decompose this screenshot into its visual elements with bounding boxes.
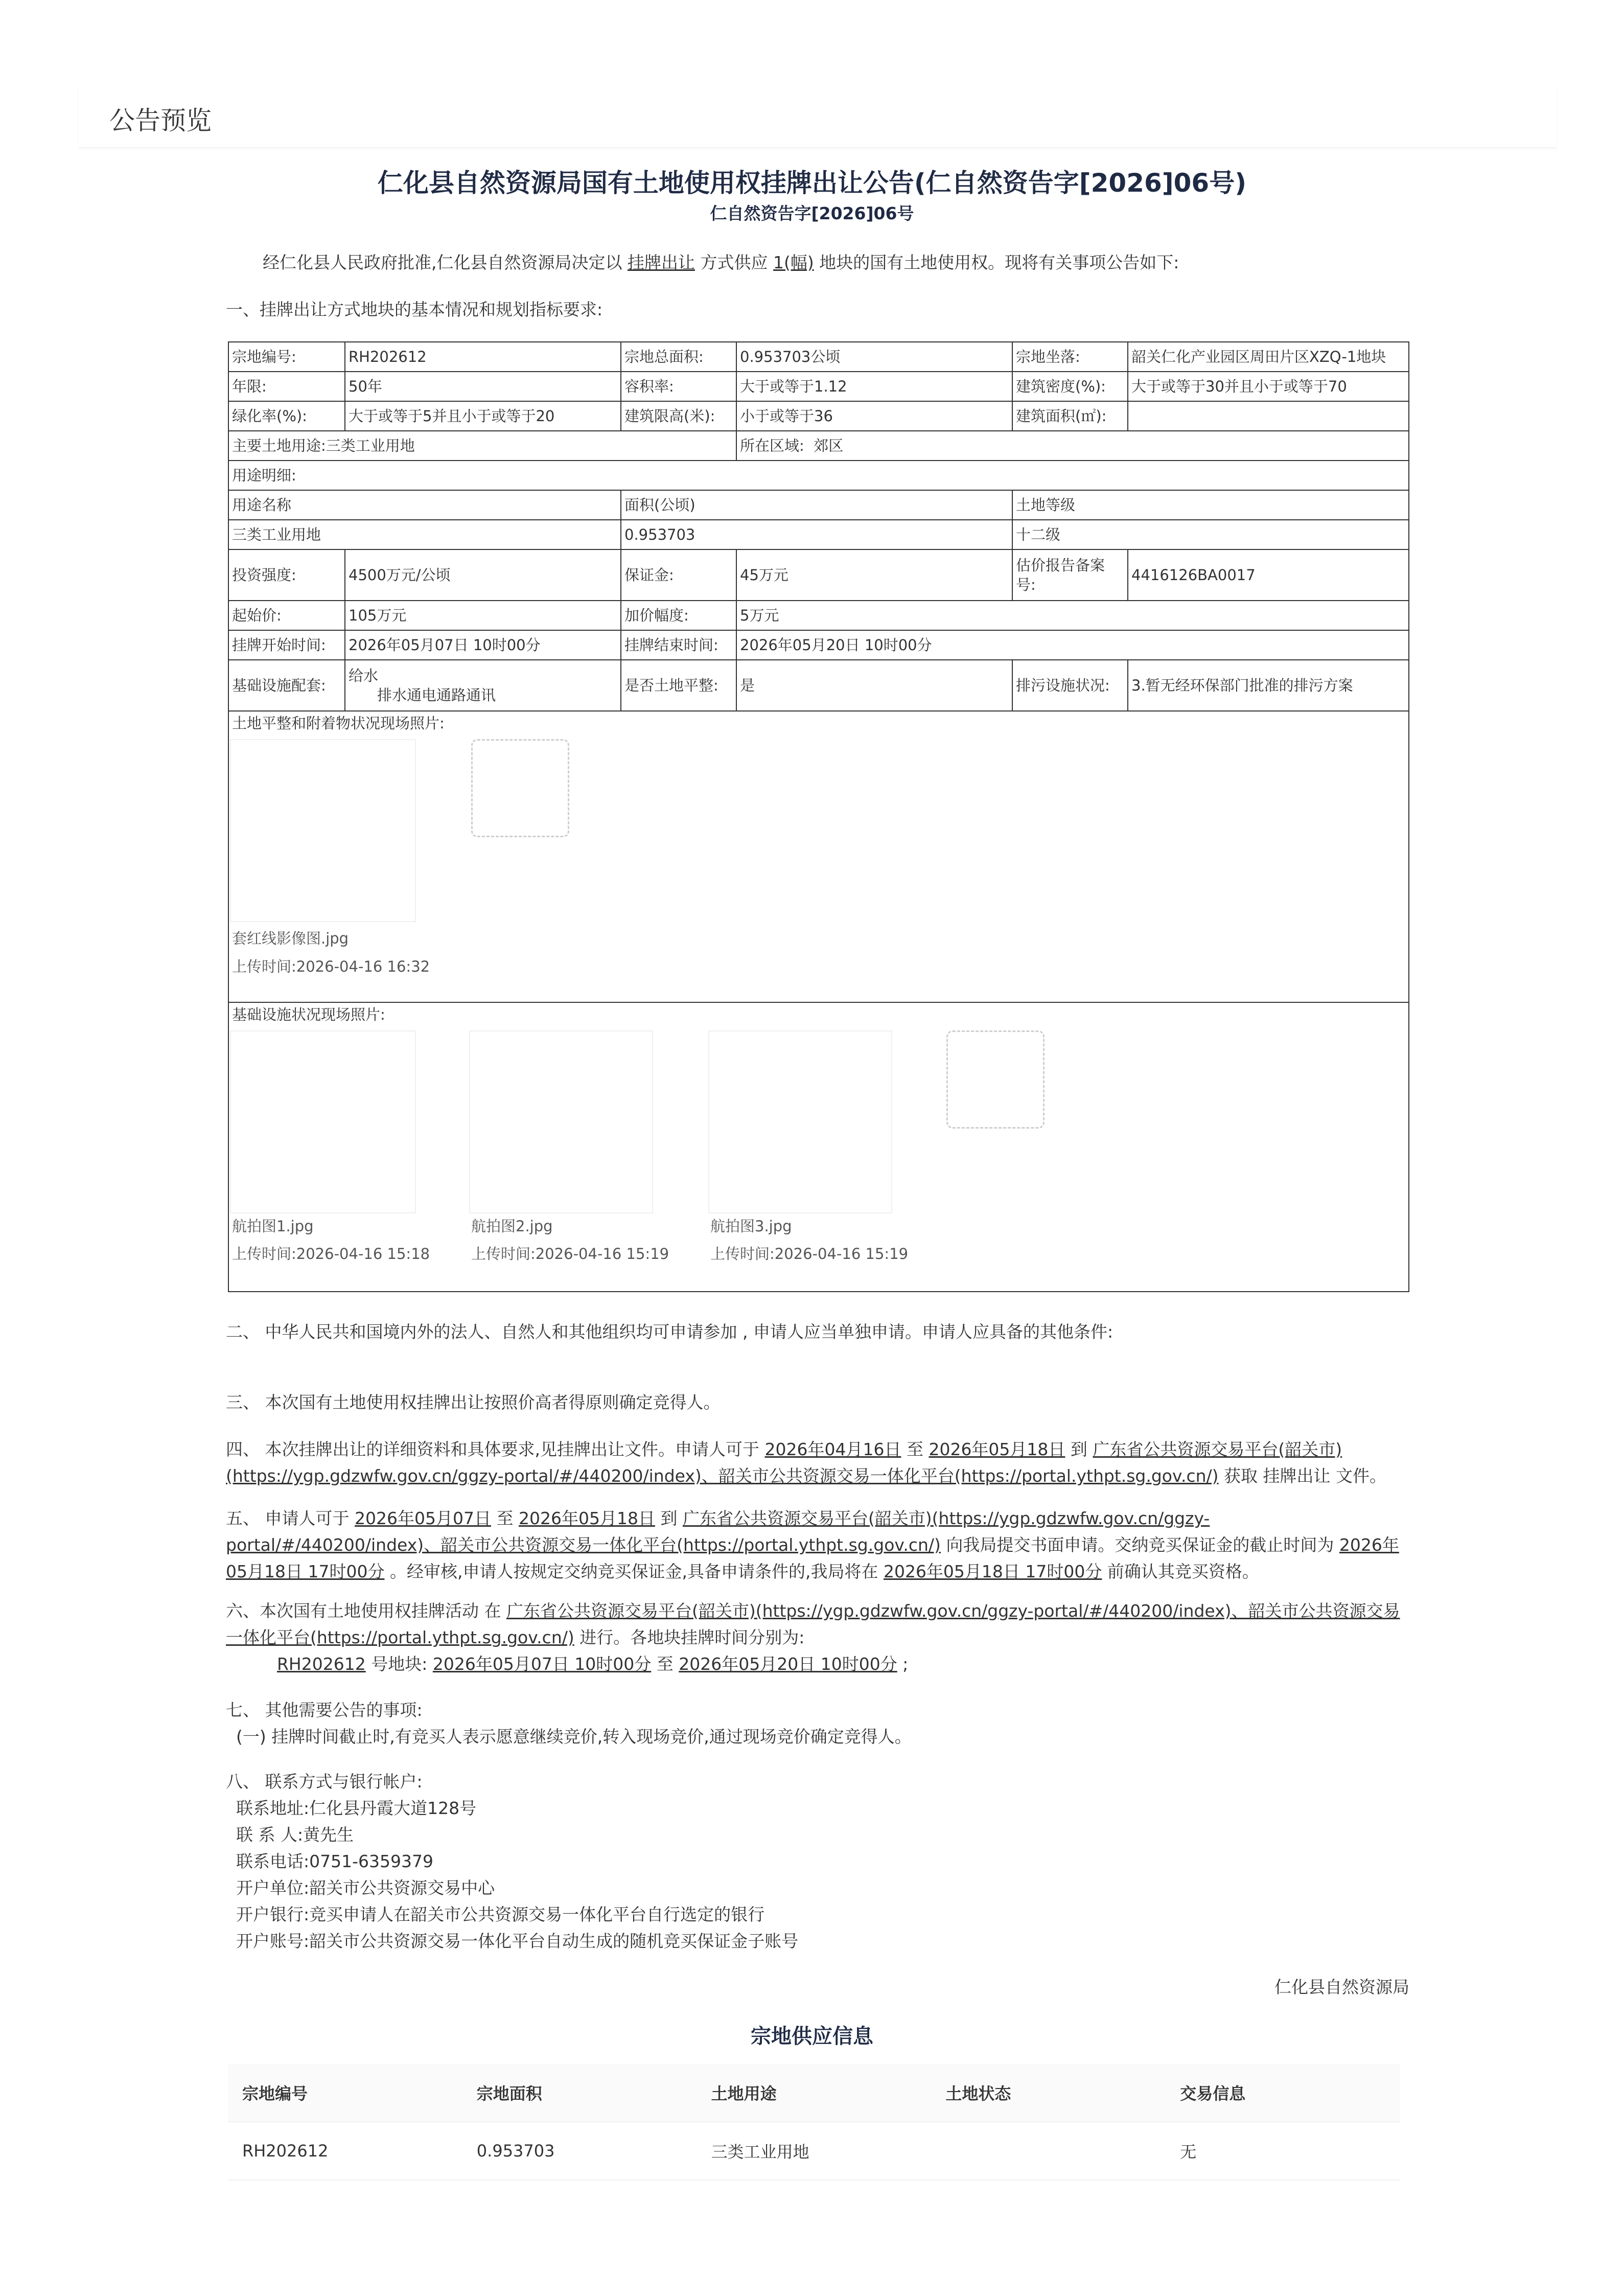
section-5: 五、 申请人可于 2026年05月07日 至 2026年05月18日 到 广东省公共资源交易平台(韶关市)(https://ygp.gdzwfw.gov.cn/ggzy-portal/#/440200/index)、韶关市公共资源交易一体化平台(https://portal.ythpt.sg.gov.cn/) 向我局提交书面申请。交纳竞买保证金的截止时间为 2026年05月18日 17时00分 。经审核,申请人按规定交纳竞买保证金,具备申请条件的,我局将在 2026年05月18日 17时00分 前确认其竞买资格。 xyxy=(226,1508,1399,1581)
listing-end: 2026年05月20日 10时00分 xyxy=(736,630,1409,660)
parcel-info-table: 宗地编号: RH202612 宗地总面积: 0.953703公顷 宗地坐落: 韶关仁化产业园区周田片区XZQ-1地块 年限: 50年 容积率: 大于或等于1.12 建筑密度(%): 大于或等于30并且小于或等于70 绿化率(%): 大于或等于5并且小于或等于20 建筑限高(米): 小于或等于36 建筑面积(㎡): 主要土地用途:三类工业用地 所在区域: 郊区 用途明细: 用途名称 面积(公顷) 土地等级 三类工业用地 0.953703 十二级 投资强度: 4500万元/公顷 保证金: 45万元 估价报告备案号: 4416126BA0017 起始价: 105万元 加价幅度: 5万元 挂牌开始时间: 2026年05月07日 10时00分 挂牌结束时间: 2026年05月20日 10时00分 基础设施配套: 给水 排水通电通路通讯 是否土地平整: 是 排污设施状况: 3.暂无经环保部门批准的排污方案 土地平整和附着物状况现场照片: 套红线影像图.jpg 上传时间:2026-04-16 16:32 基础设施状况现场照片: 航拍图1.jpg 上传时间:2026-04-16 15:18 航拍图2.jpg 上传时间:2026-04-16 15:19 航拍图3.jpg 上传时间:2026-04-16 15:19 xyxy=(228,341,1409,1292)
parcel-code: RH202612 xyxy=(345,342,621,372)
price-increment: 5万元 xyxy=(736,601,1409,630)
parcel-location: 韶关仁化产业园区周田片区XZQ-1地块 xyxy=(1128,342,1409,372)
start-price: 105万元 xyxy=(345,601,621,630)
platform-link[interactable]: 广东省公共资源交易平台(韶关市)(https://ygp.gdzwfw.gov.cn/ggzy-portal/#/440200/index)、韶关市公共资源交易一体化平台(https://portal.ythpt.sg.gov.cn/) xyxy=(226,1601,1400,1647)
appraisal-report-no: 4416126BA0017 xyxy=(1128,549,1409,601)
main-use: 三类工业用地 xyxy=(326,437,415,454)
main-use-cell: 主要土地用途:三类工业用地 xyxy=(228,431,736,461)
use-row-name: 三类工业用地 xyxy=(228,520,621,549)
preview-title: 公告预览 xyxy=(109,106,212,135)
parcel-density: 大于或等于30并且小于或等于70 xyxy=(1128,372,1409,401)
preview-header xyxy=(79,86,1557,148)
land-photo-1[interactable] xyxy=(230,739,416,922)
section-6: 六、本次国有土地使用权挂牌活动 在 广东省公共资源交易平台(韶关市)(https://ygp.gdzwfw.gov.cn/ggzy-portal/#/440200/index)、韶关市公共资源交易一体化平台(https://portal.ythpt.sg.gov.cn/) 进行。各地块挂牌时间分别为: RH202612 号地块: 2026年05月07日 10时00分 至 2026年05月20日 10时00分 ; xyxy=(226,1601,1400,1674)
parcel-far: 大于或等于1.12 xyxy=(736,372,1012,401)
parcel-green: 大于或等于5并且小于或等于20 xyxy=(345,401,621,431)
parcel-term: 50年 xyxy=(345,372,621,401)
contact-address: 联系地址:仁化县丹霞大道128号 xyxy=(236,1798,477,1818)
upload-placeholder[interactable] xyxy=(471,739,569,837)
account-unit: 开户单位:韶关市公共资源交易中心 xyxy=(236,1878,495,1898)
infra-photo-2-time: 上传时间:2026-04-16 15:19 xyxy=(471,1245,669,1263)
use-detail-label: 用途明细: xyxy=(228,461,1409,490)
sewage-status: 3.暂无经环保部门批准的排污方案 xyxy=(1128,660,1409,711)
deposit: 45万元 xyxy=(736,549,1012,601)
infra-photo-3-time: 上传时间:2026-04-16 15:19 xyxy=(710,1245,909,1263)
infra-photo-2-name[interactable]: 航拍图2.jpg xyxy=(471,1218,553,1235)
supply-table: 宗地编号 宗地面积 土地用途 土地状态 交易信息 RH202612 0.953703 三类工业用地 无 xyxy=(228,2064,1400,2181)
infra-photos-label: 基础设施状况现场照片: xyxy=(232,1006,385,1023)
land-leveled: 是 xyxy=(736,660,1012,711)
land-photo-1-time: 上传时间:2026-04-16 16:32 xyxy=(232,958,430,975)
upload-placeholder[interactable] xyxy=(946,1030,1045,1129)
infra-photo-3-name[interactable]: 航拍图3.jpg xyxy=(710,1218,792,1235)
infrastructure: 给水 排水通电通路通讯 xyxy=(345,660,621,711)
infra-photo-1-time: 上传时间:2026-04-16 15:18 xyxy=(232,1245,430,1263)
intro-count: 1(幅) xyxy=(773,253,814,272)
section-2: 二、 中华人民共和国境内外的法人、自然人和其他组织均可申请参加 , 申请人应当单独申请。申请人应具备的其他条件: xyxy=(226,1322,1113,1342)
land-photos-label: 土地平整和附着物状况现场照片: xyxy=(232,715,445,732)
notice-number: 仁自然资告字[2026]06号 xyxy=(710,203,914,223)
section-8: 八、 联系方式与银行帐户: 联系地址:仁化县丹霞大道128号 联 系 人:黄先生 联系电话:0751-6359379 开户单位:韶关市公共资源交易中心 开户银行:竞买申请人在韶关市公共资源交易一体化平台自行选定的银行 开户账号:韶关市公共资源交易一体化平台自动生成的随机竞买保证金子账号 xyxy=(226,1769,1410,1955)
contact-phone: 联系电话:0751-6359379 xyxy=(236,1851,433,1871)
intro-paragraph: 经仁化县人民政府批准,仁化县自然资源局决定以 挂牌出让 方式供应 1(幅) 地块的国有土地使用权。现将有关事项公告如下: xyxy=(263,253,1179,272)
infra-photo-1-name[interactable]: 航拍图1.jpg xyxy=(232,1218,314,1235)
infra-photo-3[interactable] xyxy=(708,1030,892,1213)
contact-person: 联 系 人:黄先生 xyxy=(236,1825,354,1845)
platform-link[interactable]: 广东省公共资源交易平台(韶关市)(https://ygp.gdzwfw.gov.cn/ggzy-portal/#/440200/index)、韶关市公共资源交易一体化平台(https://portal.ythpt.sg.gov.cn/) xyxy=(226,1508,1210,1555)
use-row-area: 0.953703 xyxy=(621,520,1012,549)
land-photo-1-name[interactable]: 套红线影像图.jpg xyxy=(232,930,349,947)
use-row-grade: 十二级 xyxy=(1012,520,1409,549)
parcel-build-area xyxy=(1128,401,1409,431)
infra-photos-cell xyxy=(228,1002,1409,1292)
section-3: 三、 本次国有土地使用权挂牌出让按照价高者得原则确定竞得人。 xyxy=(226,1392,721,1412)
region-cell: 所在区域: 郊区 xyxy=(736,431,1409,461)
section-7: 七、 其他需要公告的事项: (一) 挂牌时间截止时,有竞买人表示愿意继续竞价,转入现场竞价,通过现场竞价确定竞得人。 xyxy=(226,1700,912,1747)
parcel-area: 0.953703公顷 xyxy=(736,342,1012,372)
section-4: 四、 本次挂牌出让的详细资料和具体要求,见挂牌出让文件。申请人可于 2026年04月16日 至 2026年05月18日 到 广东省公共资源交易平台(韶关市)(https://ygp.gdzwfw.gov.cn/ggzy-portal/#/440200/index)、韶关市公共资源交易一体化平台(https://portal.ythpt.sg.gov.cn/) 获取 挂牌出让 文件。 xyxy=(226,1439,1386,1486)
account-number: 开户账号:韶关市公共资源交易一体化平台自动生成的随机竞买保证金子账号 xyxy=(236,1931,799,1951)
listing-start: 2026年05月07日 10时00分 xyxy=(345,630,621,660)
signature: 仁化县自然资源局 xyxy=(1274,1977,1409,1997)
infra-photo-1[interactable] xyxy=(230,1030,416,1213)
notice-title: 仁化县自然资源局国有土地使用权挂牌出让公告(仁自然资告字[2026]06号) xyxy=(377,168,1247,198)
table-row: RH202612 0.953703 三类工业用地 无 xyxy=(228,2122,1400,2180)
section-1-heading: 一、挂牌出让方式地块的基本情况和规划指标要求: xyxy=(226,300,603,319)
investment-intensity: 4500万元/公顷 xyxy=(345,549,621,601)
region: 郊区 xyxy=(814,437,844,454)
intro-method: 挂牌出让 xyxy=(628,253,695,272)
account-bank: 开户银行:竞买申请人在韶关市公共资源交易一体化平台自行选定的银行 xyxy=(236,1904,765,1924)
land-photos-cell xyxy=(228,711,1409,1002)
parcel-height: 小于或等于36 xyxy=(736,401,1012,431)
infra-photo-2[interactable] xyxy=(469,1030,653,1213)
supply-title: 宗地供应信息 xyxy=(751,2025,873,2048)
platform-link[interactable]: 广东省公共资源交易平台(韶关市)(https://ygp.gdzwfw.gov.cn/ggzy-portal/#/440200/index)、韶关市公共资源交易一体化平台(https://portal.ythpt.sg.gov.cn/) xyxy=(226,1439,1342,1486)
